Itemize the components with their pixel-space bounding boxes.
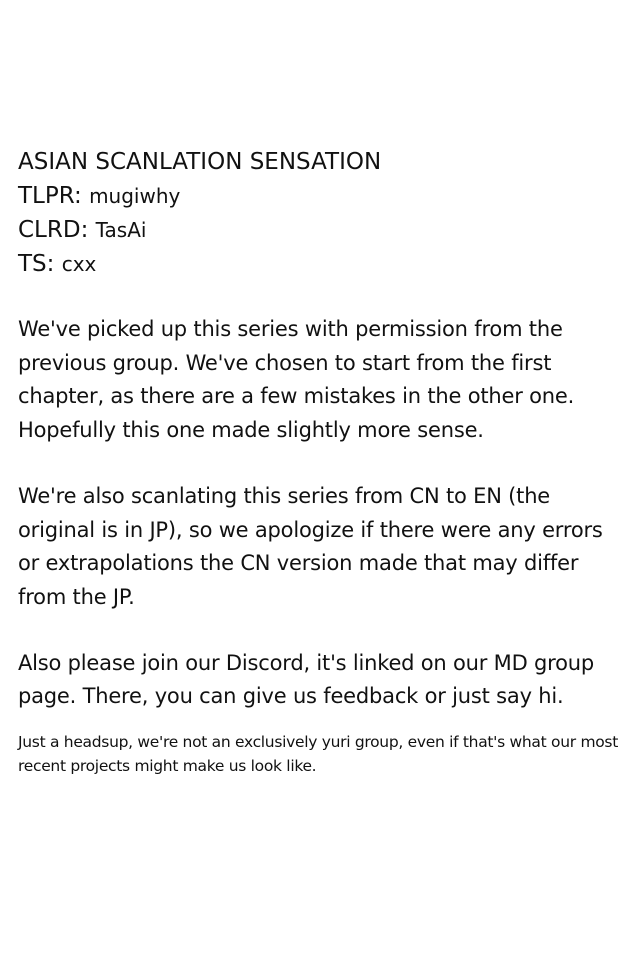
credit-tlpr: TLPR: mugiwhy [18,183,181,209]
ts-name: cxx [61,252,97,276]
headsup-note: Just a headsup, we're not an exclusively yuri group, even if that's what our most recent projects might make us look like. [18,733,618,776]
credits-block [18,145,630,281]
paragraph-discord: Also please join our Discord, it's linked on our MD group page. There, you can give us feedback or just say hi. [18,650,595,709]
paragraph-translation: We're also scanlating this series from CN to EN (the original is in JP), so we apologize if there were any errors or extrapolations the CN version made that may differ from the JP. [18,483,603,609]
tlpr-name: mugiwhy [89,184,181,208]
clrd-name: TasAi [95,218,147,242]
ts-label: TS [18,251,47,277]
group-name: ASIAN SCANLATION SENSATION [18,149,382,175]
credit-ts: TS: cxx [18,251,97,277]
tlpr-label: TLPR [18,183,75,209]
clrd-label: CLRD [18,217,81,243]
credit-clrd: CLRD: TasAi [18,217,147,243]
paragraph-permission: We've picked up this series with permission from the previous group. We've chosen to start from the first chapter, as there are a few mistakes in the other one. Hopefully this one made slightly more sense. [18,317,575,443]
credits-page [18,145,630,778]
